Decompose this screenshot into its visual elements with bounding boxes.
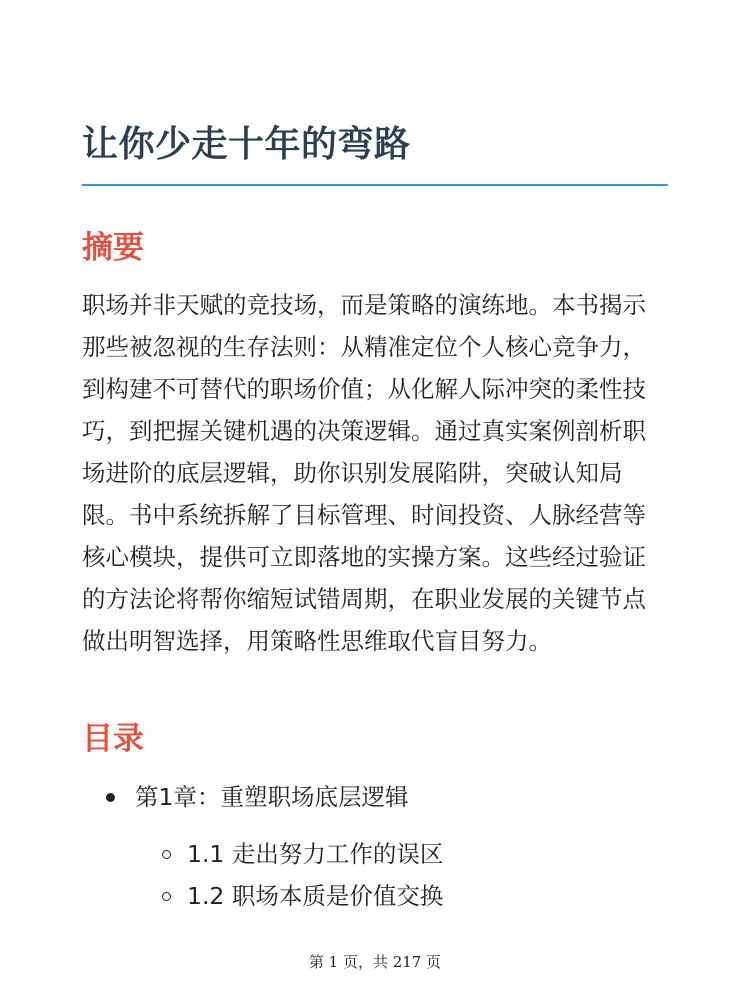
summary-paragraph: 职场并非天赋的竞技场，而是策略的演练地。本书揭示那些被忽视的生存法则：从精准定位个人核心竞争力，到构建不可替代的职场价值；从化解人际冲突的柔性技巧，到把握关键机遇的决策逻辑。通过真实案例剖析职场进阶的底层逻辑，助你识别发展陷阱，突破认知局限。书中系统拆解了目标管理、时间投资、人脉经营等核心模块，提供可立即落地的实操方案。这些经过验证的方法论将帮你缩短试错周期，在职业发展的关键节点做出明智选择，用策略性思维取代盲目努力。 — [82, 291, 646, 655]
toc-chapter-label: 第1章：重塑职场底层逻辑 — [135, 783, 409, 811]
title-divider — [82, 184, 668, 186]
toc-section-item[interactable] — [162, 834, 443, 874]
toc-section-item[interactable] — [162, 876, 443, 916]
bullet-disc-icon — [106, 793, 115, 802]
toc-section-label: 1.2 职场本质是价值交换 — [187, 882, 444, 910]
bullet-circle-icon — [162, 892, 171, 901]
page-indicator: 第 1 页，共 217 页 — [308, 953, 442, 971]
toc-section-label: 1.1 走出努力工作的误区 — [187, 840, 444, 868]
document-title: 让你少走十年的弯路 — [82, 124, 411, 165]
summary-heading: 摘要 — [82, 230, 144, 266]
bullet-circle-icon — [162, 850, 171, 859]
toc-heading: 目录 — [82, 721, 144, 757]
toc-chapter-item[interactable] — [106, 777, 408, 817]
